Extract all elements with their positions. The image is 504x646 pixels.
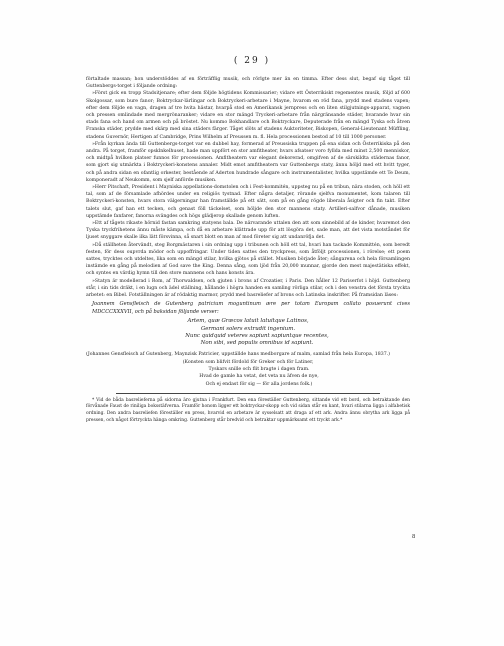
verse-line: Non sibi, sed populis omnibus id sapiunt. bbox=[200, 340, 314, 347]
verse-line: (Konsten som blifvit fördold för Greker och för Latiner, bbox=[182, 359, 314, 365]
paragraph: »Från kyrkan ända till Guttenbergs-torget var en dubbel hay, formerad af Preussiska truppen på ena sidan och Österrikiska på den andra. På torget, framför opsklnkelhuset, hade man uppfört en stor amfitheater, hvars afsatser voro fyllda med minst 2,500 menniskor, och midtpå hvilken platser funnos för processionen. Amfitheatern var elegant dekorerad, omgifven af de särskildta städernas fanor, som gjort sig utmärkta i Boktryckeri-konstens annaler. Midt emot amfitheatern var Guttenbergs staty, ännu höljd med ett hvitt tyger, och på andra sidan en ofantlig orkester, bestående af Aderton hundrade sångare och instrumentalister, hvilka uppstämde ett Te Deum, komponeradt af Neukomm, som sjelf anförde musiken. bbox=[86, 141, 410, 183]
paragraph: »Då ställheten återvändt, steg Borgmästaren i sin ordning upp i tribunen och höll ett tal, hvari han tackade Kommittén, som beredt festen, för dess oupvrda mödor och uppoffringar. Under tiden sattes den tryckpress, som åtföljt processionen, i rörelse; ett poem sattes, trycktes och utdeltes, lika som en mängd stilar, hvilka gjötos på stället. Musiken började åter; sångarena och hela församlingen instämde en gång på melodien af God save the King. Denna sång, som ljöd från 20,000 munnar, gjorde den mest majestätiska effekt, och syntes en värdig hymn till den store mannens och hans konsts ära. bbox=[86, 242, 410, 277]
swedish-verses bbox=[86, 359, 410, 388]
paragraph: förtaltade massan; hon understöddes af en förträfflig musik, och rörlgte mer än en timma. Efter dess slut, begaf sig tåget till Guttenbergs-torget i följande ordning: bbox=[86, 77, 410, 90]
verse-line: Tyskars snille och flit bragte i dagen fram. bbox=[208, 367, 310, 373]
verse-line: Germani solers extrudit ingenium. bbox=[200, 325, 296, 332]
latin-verses bbox=[86, 318, 410, 348]
verse-line: Hvad de gamle ha vetat, det veta nu äfven de nye, bbox=[199, 374, 319, 380]
footnote: * Vid de båda basrelieferna på sidorna äro gjutna i Frankfurt. Den ena föreställer Guttenberg, sittande vid ett bord, och betraktande den förvånade Faust de riniliga boksstäfverna. Framför honom ligger ett boktryckar-skopp och vid sidan står en kant, hvari stilarna ligga i alfabetisk ordning. Den andra basreliefen föreställer en press, hvarvid en arbetare är sysselsatt att draga af ett ark. Andra ännu obrytha ark ligga på pressen, och något förtryckta hänga omkring. Guttenberg står bredvid och betraktar uppmärksamt ett tryckt ark.* bbox=[86, 397, 410, 423]
translation-note: (Johannes Gensfleisch af Gutenberg, Maynzisk Patricier, uppställde hans medborgare af malm, samlad från hela Europa, 1837.) bbox=[86, 351, 390, 357]
page-number: ( 29 ) bbox=[233, 56, 271, 66]
verse-line: Artem, quæ Græcos latuit latuitque Latinos, bbox=[187, 318, 309, 325]
verse-line: Nunc quidquid veteres sapiunt sapiuntque recentes, bbox=[185, 332, 329, 339]
paragraph: »Ett af tågets rikaste hörnid fastan samkring statyens bala. De närvarande uttalen den att som sinnebild af de kinder, hvaremot den Tyska tryckfrihetens ännu måste kämpa, och då en arbetare klättrade upp för att lösgöra det, sade man, att det vista motståndet för ljuset snyggare skalle ilka lätt försvinna, så snart blott en man af mod företer sig att undanröfja det. bbox=[86, 221, 410, 241]
latin-inscription: Joannem Gensfleisch de Gutenberg patricium moguntinum ære per totam Europam collato posuerunt cives MDCCCXXXVII, och på baksidan följande verser: bbox=[92, 301, 410, 315]
signature-mark: 8 bbox=[412, 534, 416, 540]
footnote-divider bbox=[116, 393, 380, 394]
paragraph: »Herr Pitschaft, President i Mayniska appellations-domstolen och i Fest-kommitén, uppsteg nu på en tribun, nära stoden, och höll ett tal, som af de församlade afhördes under en religiös tystnad. Efter några detaljer, rörande sjelfva monumentet, kom talaren till Boktryckeri-konsten, hvars stora välgerningar han framställde på ett sätt, som på en gång rögde liberala åsigter och fin takt. Efter talets slut, gaf han ett tecken, och genast föll täckelset, som höljde den stor mannens staty. Artilleri-salfvor dånade, musiken uppstämde fanfarer, fanorna svängdes och högs glädjerop skallade genom luften. bbox=[86, 185, 410, 219]
paragraph: »Först gick en tropp Stadsitjenare; efter dem följde högtidens Kommissarier; vidare ett Österrikiskt regementes musik, följd af 600 Skolgossar, som bure fanor; Boktryckar-lärlingar och Boktryckeri-arbetare i Mayne, hvarom en röd fana, prydd med stadens vapen; efter dem följde en vagn, dragen af tre hvita hästar, hvarpå stod en Amerikansk jernpress och en liten stilgjutnings-apparat, vagnen och pressen omlindade med mergrönaranker; vidare en stor mängd Tryckeri-arbetare från närgränsande städer, hvarande hvar sin stads fana och hand om armen och på bröstet. Nu kommo Bokhandlare och Boktryckare, Deputerade från en mängd Tyska och åtven Franska städer, prydde med skärp med sina städers färger. Tåget slöts af stadens Auktoriteter, Biskopen, General-Lieutenant Müffling, stadens Guvernör, Hertigen af Cambridge, Prins Wilhelm af Preussen m. fl. Hela processionen bestod af 10 till 1000 personer. bbox=[86, 91, 410, 140]
paragraph: »Statyn är modellerad i Rom, af Thorwaldsen, och gjuten i brons af Crozatier, i Paris. Den håller 12 Pariserfot i höjd. Guttenberg står, i sin tids dräkt, i en lugn och ädel ställning, hållande i högra handen en samling rörliga stilar, och i den venstra det första tryckta arbetet: en Bibel. Fotställningen är af rödaktig marmor, prydd med basreliefer af brons och Latinska inskrifter. På framsidan läses: bbox=[86, 278, 410, 299]
body-text bbox=[86, 76, 410, 424]
verse-line: Och ej endast för sig — för alla jordens folk.) bbox=[205, 381, 313, 387]
